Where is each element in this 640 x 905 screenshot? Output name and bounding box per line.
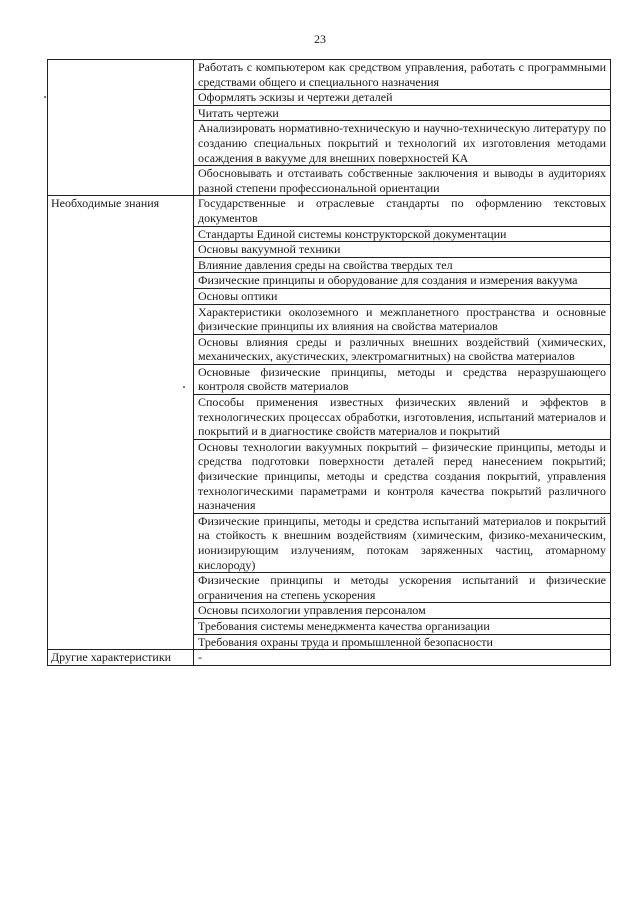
knowledge-item: Основные физические принципы, методы и средства неразрушающего контроля свойств материалов [194, 364, 611, 394]
knowledge-item: Характеристики околоземного и межпланетного пространства и основные физические принципы их влияния на свойства материалов [194, 304, 611, 334]
knowledge-item: Способы применения известных физических явлений и эффектов в технологических процессах обработки, изготовления, испытаний материалов и покрытий и в диагностике свойств материалов и покрытий [194, 395, 611, 440]
knowledge-item: Государственные и отраслевые стандарты по оформлению текстовых документов [194, 196, 611, 226]
table-row [48, 196, 611, 226]
table-row [48, 650, 611, 666]
knowledge-item: Основы влияния среды и различных внешних воздействий (химических, механических, акустических, электромагнитных) на свойства материалов [194, 334, 611, 364]
ability-item: Работать с компьютером как средством управления, работать с программными средствами общего и специального назначения [194, 60, 611, 90]
other-characteristics-value: - [194, 650, 611, 666]
scan-speck [44, 96, 46, 98]
knowledge-item: Требования охраны труда и промышленной безопасности [194, 634, 611, 650]
section-label-empty [48, 60, 194, 196]
knowledge-item: Основы оптики [194, 288, 611, 304]
scan-speck [183, 386, 185, 388]
knowledge-item: Стандарты Единой системы конструкторской документации [194, 226, 611, 242]
knowledge-item: Основы технологии вакуумных покрытий – физические принципы, методы и средства подготовки поверхности деталей перед нанесением покрытий; физические принципы, методы и средства создания покрытий, управления технологическими параметрами и контроля качества покрытий различного назначения [194, 439, 611, 513]
ability-item: Обосновывать и отстаивать собственные заключения и выводы в аудиториях разной степени профессиональной ориентации [194, 166, 611, 196]
knowledge-item: Требования системы менеджмента качества организации [194, 618, 611, 634]
knowledge-item: Физические принципы и оборудование для создания и измерения вакуума [194, 273, 611, 289]
competency-table [47, 59, 611, 666]
knowledge-item: Влияние давления среды на свойства твердых тел [194, 257, 611, 273]
table-row [48, 60, 611, 90]
knowledge-item: Основы психологии управления персоналом [194, 603, 611, 619]
ability-item: Оформлять эскизы и чертежи деталей [194, 90, 611, 106]
ability-item: Анализировать нормативно-техническую и научно-техническую литературу по созданию специальных покрытий и технологий их изготовления методами осаждения в вакууме для внешних поверхностей КА [194, 121, 611, 166]
knowledge-item: Физические принципы и методы ускорения испытаний и физические ограничения на степень ускорения [194, 573, 611, 603]
section-label-other-characteristics: Другие характеристики [48, 650, 194, 666]
page-number: 23 [314, 32, 326, 46]
ability-item: Читать чертежи [194, 105, 611, 121]
section-label-required-knowledge: Необходимые знания [48, 196, 194, 650]
knowledge-item: Физические принципы, методы и средства испытаний материалов и покрытий на стойкость к внешним воздействиям (химическим, физико-механическим, ионизирующим излучениям, потокам заряженных частиц, атомарному кислороду) [194, 513, 611, 572]
knowledge-item: Основы вакуумной техники [194, 242, 611, 258]
